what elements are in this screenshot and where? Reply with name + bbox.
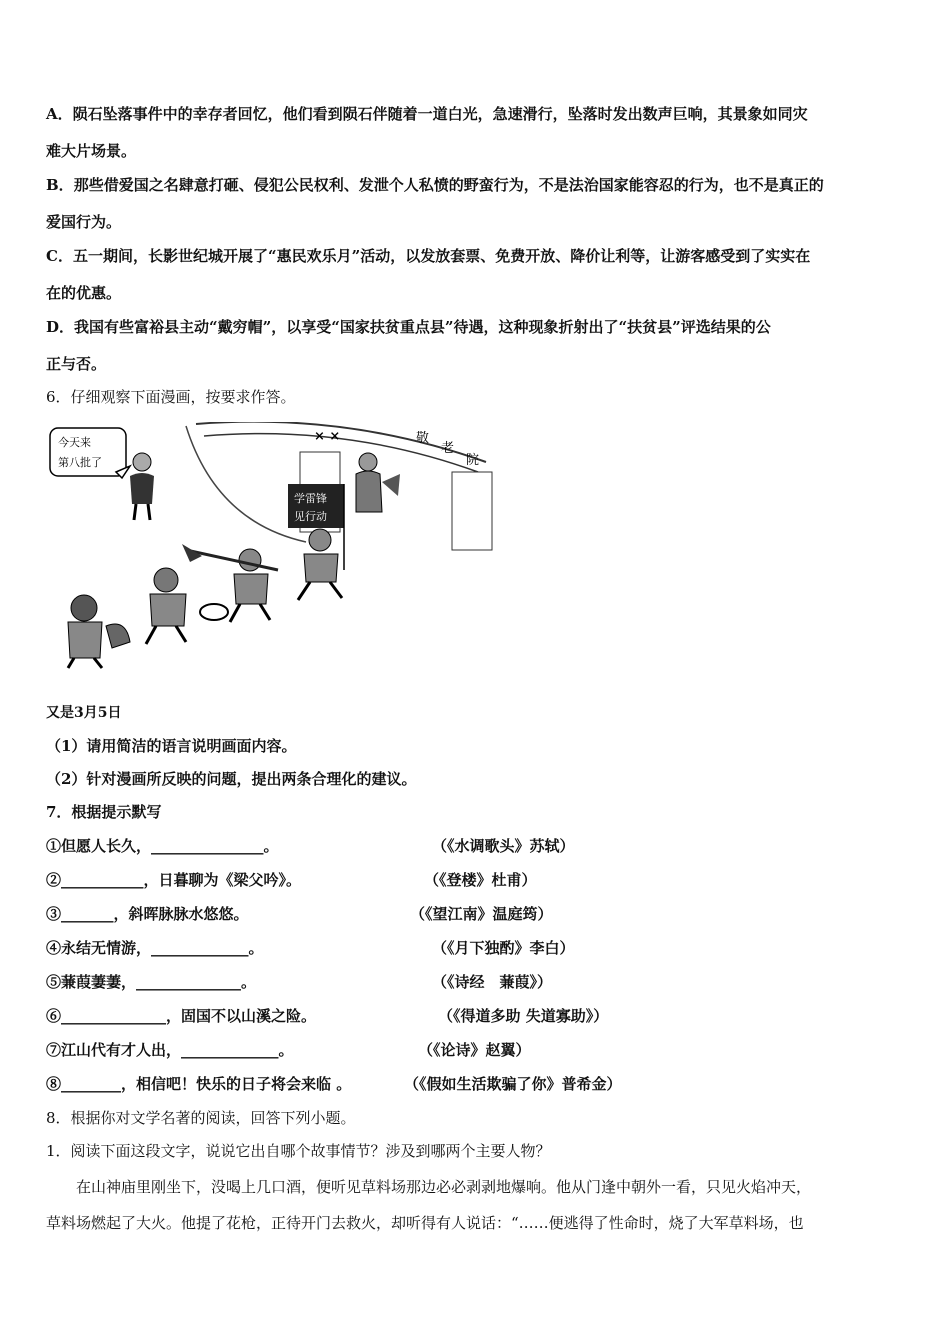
option-c-line1: C．五一期间，长影世纪城开展了“惠民欢乐月”活动，以发放套票、免费开放、降价让利等，让游客感受到了实实在 (46, 247, 811, 265)
q8-title: 8．根据你对文学名著的阅读，回答下列小题。 (46, 1109, 356, 1127)
cartoon-caption: 又是3月5日 (46, 705, 122, 721)
q7-item-4: ④永结无情游，_____________。 (46, 939, 264, 957)
option-d-line1: D．我国有些富裕县主动“戴穷帽”，以享受“国家扶贫重点县”待遇，这种现象折射出了“扶贫县”评选结果的公 (46, 318, 771, 336)
sign-text: 敬 (416, 431, 430, 446)
q6-title: 6．仔细观察下面漫画，按要求作答。 (46, 388, 296, 406)
passage-line1: 在山神庙里刚坐下，没喝上几口酒，便听见草料场那边必必剥剥地爆响。他从门逢中朝外一看，只见火焰冲天， (76, 1178, 812, 1196)
q7-item-8: ⑧________，相信吧！快乐的日子将会来临 。 (46, 1075, 352, 1093)
option-b-line1: B．那些借爱国之名肆意打砸、侵犯公民权利、发泄个人私愤的野蛮行为，不是法治国家能容忍的行为，也不是真正的 (46, 176, 824, 194)
q7-source-5: （《诗经 蒹葭》） (432, 973, 553, 991)
banner-text-1: 学雷锋 (294, 492, 327, 505)
q7-source-2: （《登楼》杜甫） (424, 871, 537, 889)
q7-item-2: ②___________，日暮聊为《梁父吟》。 (46, 871, 302, 889)
banner-text-2: 见行动 (294, 510, 327, 523)
q7-item-7: ⑦江山代有才人出，_____________。 (46, 1041, 294, 1059)
q7-source-8: （《假如生活欺骗了你》普希金） (404, 1075, 622, 1093)
q7-item-5: ⑤蒹葭萋萋，______________。 (46, 973, 257, 991)
q8-sub1: 1．阅读下面这段文字，说说它出自哪个故事情节？涉及到哪两个主要人物？ (46, 1142, 551, 1160)
q7-item-6: ⑥______________，固国不以山溪之险。 (46, 1007, 317, 1025)
option-d-line2: 正与否。 (46, 355, 107, 373)
passage-line2: 草料场燃起了大火。他提了花枪，正待开门去救火，却听得有人说话：“……便逃得了性命时，烧了大军草料场，也 (46, 1214, 804, 1232)
cartoon-illustration (46, 422, 496, 672)
q7-source-7: （《论诗》赵翼） (418, 1041, 531, 1059)
svg-text:院: 院 (466, 453, 480, 468)
q7-title: 7．根据提示默写 (46, 803, 162, 821)
option-b-line2: 爱国行为。 (46, 213, 122, 231)
option-a-line2: 难大片场景。 (46, 142, 137, 160)
q7-source-1: （《水调歌头》苏轼） (432, 837, 575, 855)
q7-item-3: ③_______，斜晖脉脉水悠悠。 (46, 905, 249, 923)
q7-source-3: （《望江南》温庭筠） (410, 905, 553, 923)
svg-text:× ×: × × (314, 429, 341, 444)
bubble-text-1: 今天来 (58, 436, 91, 449)
q7-source-4: （《月下独酌》李白） (432, 939, 575, 957)
q6-sub1: （1）请用简洁的语言说明画面内容。 (46, 737, 297, 755)
svg-text:老: 老 (441, 441, 455, 456)
q6-sub2: （2）针对漫画所反映的问题，提出两条合理化的建议。 (46, 770, 417, 788)
option-a-line1: A．陨石坠落事件中的幸存者回忆，他们看到陨石伴随着一道白光，急速滑行，坠落时发出数声巨响，其景象如同灾 (46, 105, 808, 123)
option-c-line2: 在的优惠。 (46, 284, 122, 302)
cartoon-image (46, 422, 496, 672)
q7-item-1: ①但愿人长久，_______________。 (46, 837, 279, 855)
q7-source-6: （《得道多助 失道寡助》） (438, 1007, 609, 1025)
bubble-text-2: 第八批了 (58, 456, 102, 469)
